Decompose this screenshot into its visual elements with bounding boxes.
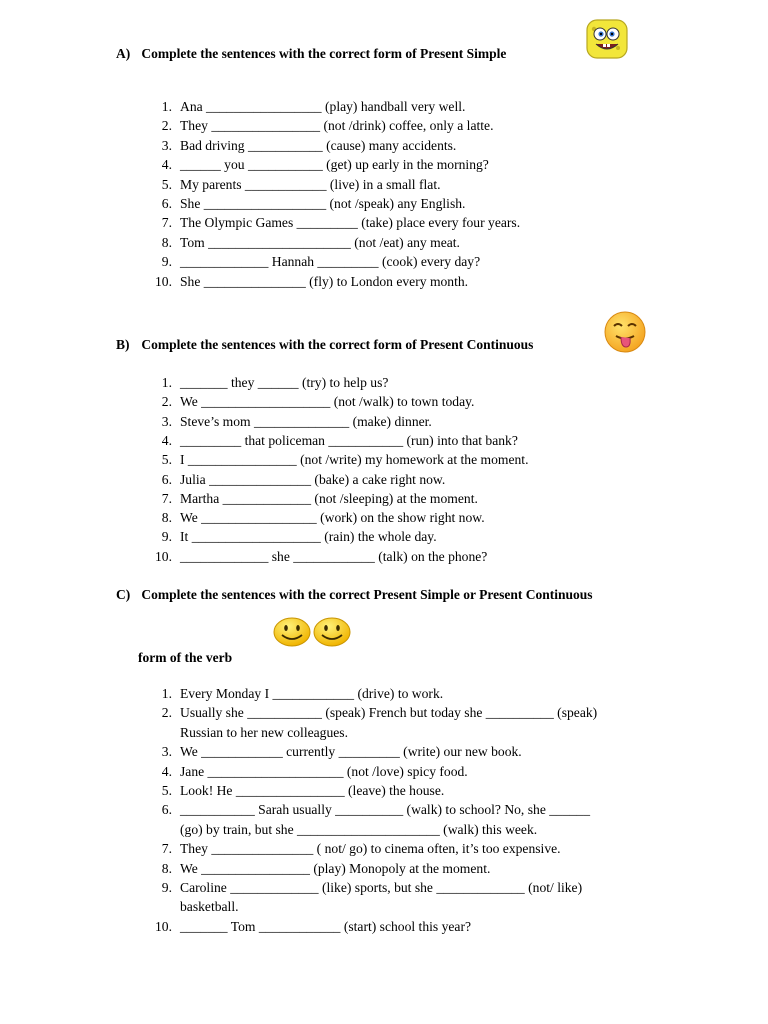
item-number: 4. [161,157,172,173]
item-number: 1. [161,686,172,701]
item-number: 9. [161,254,172,270]
item-text: Bad driving ___________ (cause) many accidents. [180,137,457,153]
item-number: 10. [155,918,172,934]
item-text: _________ that policeman ___________ (run) into that bank? [180,432,518,448]
item-number: 8. [161,510,172,526]
item-text: Russian to her new colleagues. [180,724,348,740]
item-number: 6. [161,471,172,487]
item-number: 6. [161,196,172,211]
item-text: Ana _________________ (play) handball very well. [180,99,466,114]
item-text: Every Monday I ____________ (drive) to work. [180,686,444,701]
item-text: The Olympic Games _________ (take) place every four years. [180,215,521,231]
item-number: 7. [161,841,172,857]
item-text: ___________ Sarah usually __________ (walk) to school? No, she ______ [180,802,591,818]
section-c-title: Complete the sentences with the correct Present Simple or Present Continuous [141,587,593,602]
item-text: We ________________ (play) Monopoly at the moment. [180,860,491,876]
smiley-face-icon [272,616,312,648]
section-b-title: Complete the sentences with the correct form of Present Continuous [141,337,534,352]
item-number: 10. [155,548,172,564]
smiley-face-icon [312,616,352,648]
item-text: Caroline _____________ (like) sports, but she _____________ (not/ like) [180,880,583,895]
section-c-letter: C) [116,587,131,602]
tongue-out-emoji-icon [603,310,647,354]
section-b-heading [116,337,533,353]
item-number: 2. [161,705,172,721]
item-number: 2. [161,118,172,134]
item-number: 5. [161,452,172,468]
item-number: 3. [161,137,172,153]
item-text: She __________________ (not /speak) any English. [180,196,466,211]
item-text: Usually she ___________ (speak) French but today she __________ (speak) [180,705,598,721]
item-text: She _______________ (fly) to London every month. [180,273,469,289]
item-number: 7. [161,215,172,231]
item-text: They _______________ ( not/ go) to cinema often, it’s too expensive. [180,841,561,857]
item-text: My parents ____________ (live) in a small flat. [180,176,441,192]
item-number: 9. [161,880,172,895]
item-number: 9. [161,529,172,545]
item-text: _____________ Hannah _________ (cook) every day? [180,254,481,270]
item-number: 6. [161,802,172,818]
item-text: Julia _______________ (bake) a cake right now. [180,471,446,487]
item-text: We ___________________ (not /walk) to town today. [180,394,475,410]
sponge-face-icon [584,17,630,61]
item-text: Look! He ________________ (leave) the house. [180,783,445,798]
item-text: _______ they ______ (try) to help us? [180,375,389,390]
item-text: I ________________ (not /write) my homework at the moment. [180,452,529,468]
item-number: 4. [161,432,172,448]
item-number: 1. [161,375,172,390]
item-text: We ____________ currently _________ (write) our new book. [180,744,522,760]
item-number: 1. [161,99,172,114]
item-number: 3. [161,744,172,760]
item-number: 7. [161,490,172,506]
item-text: Steve’s mom ______________ (make) dinner. [180,413,432,429]
item-text: _____________ she ____________ (talk) on the phone? [180,548,488,564]
item-text: Jane ____________________ (not /love) spicy food. [180,763,468,779]
section-b-letter: B) [116,337,130,352]
item-text: ______ you ___________ (get) up early in the morning? [180,157,489,173]
section-a-letter: A) [116,46,131,61]
item-text: (go) by train, but she _____________________ (walk) this week. [180,821,538,837]
item-number: 4. [161,763,172,779]
section-a-title: Complete the sentences with the correct form of Present Simple [141,46,507,61]
item-number: 3. [161,413,172,429]
item-number: 10. [155,273,172,289]
item-text: Tom _____________________ (not /eat) any meat. [180,234,460,250]
section-c-heading [116,587,593,603]
section-a-heading [116,46,506,62]
section-c-subtitle: form of the verb [138,650,233,665]
item-text: They ________________ (not /drink) coffee, only a latte. [180,118,494,134]
item-number: 2. [161,394,172,410]
item-text: basketball. [180,899,239,915]
item-number: 8. [161,860,172,876]
item-text: Martha _____________ (not /sleeping) at the moment. [180,490,478,506]
item-number: 5. [161,176,172,192]
item-text: It ___________________ (rain) the whole day. [180,529,437,545]
item-text: _______ Tom ____________ (start) school this year? [180,918,472,934]
item-text: We _________________ (work) on the show right now. [180,510,485,526]
item-number: 8. [161,234,172,250]
item-number: 5. [161,783,172,798]
